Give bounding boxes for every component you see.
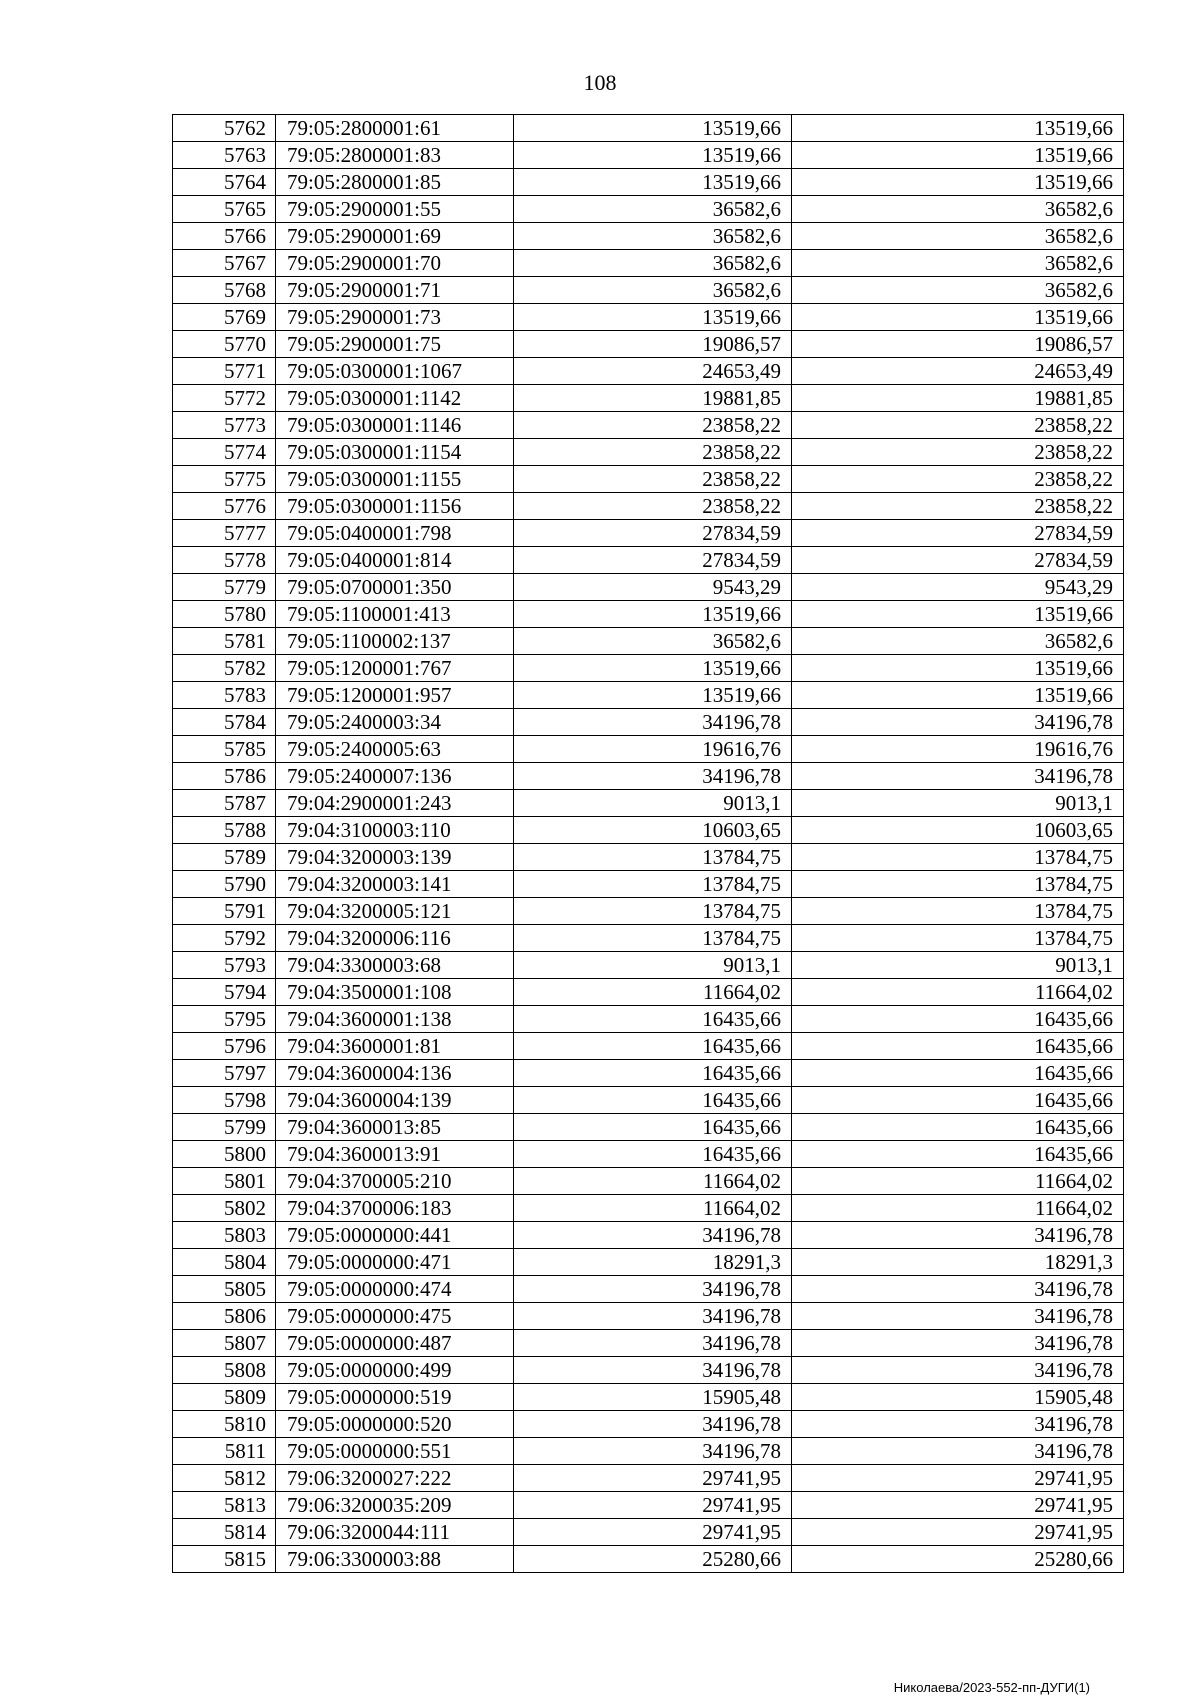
row-number-cell: 5801 [173, 1168, 276, 1195]
value-cell-final: 34196,78 [792, 1276, 1124, 1303]
row-number-cell: 5814 [173, 1519, 276, 1546]
value-cell-final: 11664,02 [792, 1195, 1124, 1222]
table-row [173, 1492, 1124, 1519]
value-cell-final: 10603,65 [792, 817, 1124, 844]
cadastral-number-cell: 79:05:2400005:63 [276, 736, 514, 763]
value-cell: 13519,66 [514, 115, 792, 142]
row-number-cell: 5800 [173, 1141, 276, 1168]
table-row [173, 1303, 1124, 1330]
value-cell: 13519,66 [514, 142, 792, 169]
value-cell: 36582,6 [514, 628, 792, 655]
value-cell: 11664,02 [514, 979, 792, 1006]
cadastral-number-cell: 79:06:3200044:111 [276, 1519, 514, 1546]
table-row [173, 1357, 1124, 1384]
cadastral-number-cell: 79:05:0000000:474 [276, 1276, 514, 1303]
row-number-cell: 5785 [173, 736, 276, 763]
table-row [173, 925, 1124, 952]
value-cell: 19086,57 [514, 331, 792, 358]
value-cell: 29741,95 [514, 1519, 792, 1546]
cadastral-number-cell: 79:05:0300001:1156 [276, 493, 514, 520]
row-number-cell: 5771 [173, 358, 276, 385]
value-cell: 13519,66 [514, 682, 792, 709]
value-cell-final: 29741,95 [792, 1465, 1124, 1492]
value-cell: 19616,76 [514, 736, 792, 763]
row-number-cell: 5792 [173, 925, 276, 952]
table-row [173, 196, 1124, 223]
value-cell-final: 16435,66 [792, 1060, 1124, 1087]
table-row [173, 304, 1124, 331]
row-number-cell: 5812 [173, 1465, 276, 1492]
cadastral-number-cell: 79:05:1100001:413 [276, 601, 514, 628]
value-cell: 34196,78 [514, 1303, 792, 1330]
cadastral-number-cell: 79:05:0000000:520 [276, 1411, 514, 1438]
cadastral-number-cell: 79:05:1200001:957 [276, 682, 514, 709]
row-number-cell: 5804 [173, 1249, 276, 1276]
cadastral-number-cell: 79:05:2900001:73 [276, 304, 514, 331]
value-cell: 11664,02 [514, 1195, 792, 1222]
value-cell-final: 15905,48 [792, 1384, 1124, 1411]
value-cell-final: 18291,3 [792, 1249, 1124, 1276]
table-row [173, 1438, 1124, 1465]
cadastral-number-cell: 79:05:0000000:499 [276, 1357, 514, 1384]
cadastral-number-cell: 79:05:2900001:75 [276, 331, 514, 358]
row-number-cell: 5795 [173, 1006, 276, 1033]
row-number-cell: 5809 [173, 1384, 276, 1411]
table-row [173, 844, 1124, 871]
value-cell: 34196,78 [514, 709, 792, 736]
row-number-cell: 5786 [173, 763, 276, 790]
cadastral-number-cell: 79:04:3600001:81 [276, 1033, 514, 1060]
table-row [173, 1546, 1124, 1573]
value-cell-final: 13784,75 [792, 844, 1124, 871]
cadastral-number-cell: 79:05:0300001:1155 [276, 466, 514, 493]
table-row [173, 1033, 1124, 1060]
value-cell: 15905,48 [514, 1384, 792, 1411]
table-row [173, 1249, 1124, 1276]
row-number-cell: 5807 [173, 1330, 276, 1357]
cadastral-number-cell: 79:05:0300001:1146 [276, 412, 514, 439]
value-cell-final: 13519,66 [792, 304, 1124, 331]
table-row [173, 493, 1124, 520]
table-row [173, 1411, 1124, 1438]
row-number-cell: 5811 [173, 1438, 276, 1465]
row-number-cell: 5799 [173, 1114, 276, 1141]
value-cell-final: 19086,57 [792, 331, 1124, 358]
cadastral-number-cell: 79:05:2800001:83 [276, 142, 514, 169]
cadastral-number-cell: 79:04:3200006:116 [276, 925, 514, 952]
cadastral-number-cell: 79:05:2900001:71 [276, 277, 514, 304]
value-cell: 34196,78 [514, 1438, 792, 1465]
table-row [173, 169, 1124, 196]
row-number-cell: 5772 [173, 385, 276, 412]
row-number-cell: 5806 [173, 1303, 276, 1330]
table-row [173, 1330, 1124, 1357]
value-cell: 9013,1 [514, 952, 792, 979]
table-row [173, 1141, 1124, 1168]
cadastral-number-cell: 79:04:3600013:91 [276, 1141, 514, 1168]
cadastral-number-cell: 79:05:0700001:350 [276, 574, 514, 601]
value-cell-final: 36582,6 [792, 196, 1124, 223]
value-cell-final: 36582,6 [792, 223, 1124, 250]
value-cell: 13784,75 [514, 898, 792, 925]
table-row [173, 1006, 1124, 1033]
value-cell: 16435,66 [514, 1114, 792, 1141]
table-row [173, 223, 1124, 250]
document-reference: Николаева/2023-552-пп-ДУГИ(1) [893, 1680, 1090, 1695]
value-cell-final: 34196,78 [792, 1222, 1124, 1249]
row-number-cell: 5813 [173, 1492, 276, 1519]
table-row [173, 1465, 1124, 1492]
row-number-cell: 5787 [173, 790, 276, 817]
row-number-cell: 5796 [173, 1033, 276, 1060]
value-cell: 23858,22 [514, 466, 792, 493]
row-number-cell: 5767 [173, 250, 276, 277]
cadastral-number-cell: 79:04:3200003:141 [276, 871, 514, 898]
row-number-cell: 5788 [173, 817, 276, 844]
row-number-cell: 5769 [173, 304, 276, 331]
table-row [173, 682, 1124, 709]
value-cell-final: 9543,29 [792, 574, 1124, 601]
value-cell-final: 34196,78 [792, 1303, 1124, 1330]
value-cell-final: 25280,66 [792, 1546, 1124, 1573]
value-cell: 16435,66 [514, 1060, 792, 1087]
table-row [173, 1195, 1124, 1222]
table-row [173, 736, 1124, 763]
table-row [173, 1519, 1124, 1546]
value-cell: 10603,65 [514, 817, 792, 844]
value-cell-final: 11664,02 [792, 1168, 1124, 1195]
value-cell-final: 13519,66 [792, 601, 1124, 628]
value-cell: 23858,22 [514, 439, 792, 466]
value-cell-final: 24653,49 [792, 358, 1124, 385]
row-number-cell: 5794 [173, 979, 276, 1006]
cadastral-number-cell: 79:04:3200003:139 [276, 844, 514, 871]
cadastral-number-cell: 79:04:3100003:110 [276, 817, 514, 844]
cadastral-number-cell: 79:04:2900001:243 [276, 790, 514, 817]
table-row [173, 547, 1124, 574]
cadastral-number-cell: 79:04:3300003:68 [276, 952, 514, 979]
cadastral-number-cell: 79:05:0300001:1142 [276, 385, 514, 412]
value-cell: 23858,22 [514, 412, 792, 439]
value-cell-final: 36582,6 [792, 628, 1124, 655]
cadastral-number-cell: 79:05:0000000:551 [276, 1438, 514, 1465]
value-cell: 16435,66 [514, 1087, 792, 1114]
cadastral-number-cell: 79:04:3600013:85 [276, 1114, 514, 1141]
row-number-cell: 5798 [173, 1087, 276, 1114]
value-cell-final: 23858,22 [792, 493, 1124, 520]
value-cell-final: 34196,78 [792, 709, 1124, 736]
table-row [173, 763, 1124, 790]
table-row [173, 979, 1124, 1006]
value-cell: 19881,85 [514, 385, 792, 412]
row-number-cell: 5776 [173, 493, 276, 520]
value-cell: 27834,59 [514, 520, 792, 547]
value-cell: 13519,66 [514, 304, 792, 331]
value-cell: 13784,75 [514, 925, 792, 952]
value-cell-final: 19881,85 [792, 385, 1124, 412]
value-cell-final: 34196,78 [792, 763, 1124, 790]
cadastral-number-cell: 79:04:3600004:136 [276, 1060, 514, 1087]
value-cell-final: 23858,22 [792, 439, 1124, 466]
value-cell-final: 27834,59 [792, 547, 1124, 574]
row-number-cell: 5778 [173, 547, 276, 574]
cadastral-number-cell: 79:05:2900001:69 [276, 223, 514, 250]
table-row [173, 385, 1124, 412]
row-number-cell: 5802 [173, 1195, 276, 1222]
value-cell-final: 16435,66 [792, 1006, 1124, 1033]
value-cell-final: 34196,78 [792, 1438, 1124, 1465]
value-cell: 18291,3 [514, 1249, 792, 1276]
value-cell-final: 23858,22 [792, 466, 1124, 493]
value-cell-final: 16435,66 [792, 1141, 1124, 1168]
row-number-cell: 5779 [173, 574, 276, 601]
table-row [173, 601, 1124, 628]
cadastral-number-cell: 79:05:0300001:1154 [276, 439, 514, 466]
row-number-cell: 5765 [173, 196, 276, 223]
value-cell: 13519,66 [514, 601, 792, 628]
row-number-cell: 5805 [173, 1276, 276, 1303]
table-row [173, 1222, 1124, 1249]
value-cell: 9013,1 [514, 790, 792, 817]
value-cell: 29741,95 [514, 1492, 792, 1519]
value-cell: 36582,6 [514, 277, 792, 304]
row-number-cell: 5789 [173, 844, 276, 871]
value-cell-final: 13519,66 [792, 655, 1124, 682]
table-body [173, 115, 1124, 1573]
value-cell: 16435,66 [514, 1006, 792, 1033]
cadastral-number-cell: 79:05:0000000:441 [276, 1222, 514, 1249]
value-cell-final: 13519,66 [792, 682, 1124, 709]
row-number-cell: 5808 [173, 1357, 276, 1384]
table-row [173, 358, 1124, 385]
cadastral-number-cell: 79:04:3600001:138 [276, 1006, 514, 1033]
value-cell-final: 27834,59 [792, 520, 1124, 547]
table-row [173, 115, 1124, 142]
cadastral-number-cell: 79:05:2800001:61 [276, 115, 514, 142]
value-cell: 13519,66 [514, 655, 792, 682]
value-cell: 13784,75 [514, 844, 792, 871]
table-row [173, 898, 1124, 925]
cadastral-number-cell: 79:04:3700005:210 [276, 1168, 514, 1195]
cadastral-number-cell: 79:05:0300001:1067 [276, 358, 514, 385]
cadastral-number-cell: 79:05:2900001:70 [276, 250, 514, 277]
row-number-cell: 5774 [173, 439, 276, 466]
cadastral-number-cell: 79:06:3300003:88 [276, 1546, 514, 1573]
cadastral-number-cell: 79:05:0000000:475 [276, 1303, 514, 1330]
value-cell-final: 16435,66 [792, 1087, 1124, 1114]
row-number-cell: 5777 [173, 520, 276, 547]
value-cell: 24653,49 [514, 358, 792, 385]
table-row [173, 1276, 1124, 1303]
value-cell-final: 16435,66 [792, 1033, 1124, 1060]
cadastral-number-cell: 79:05:1100002:137 [276, 628, 514, 655]
table-row [173, 1087, 1124, 1114]
row-number-cell: 5763 [173, 142, 276, 169]
value-cell-final: 29741,95 [792, 1492, 1124, 1519]
row-number-cell: 5790 [173, 871, 276, 898]
table-row [173, 1060, 1124, 1087]
value-cell: 9543,29 [514, 574, 792, 601]
value-cell: 34196,78 [514, 763, 792, 790]
cadastral-number-cell: 79:06:3200035:209 [276, 1492, 514, 1519]
cadastral-number-cell: 79:05:0000000:487 [276, 1330, 514, 1357]
value-cell: 36582,6 [514, 223, 792, 250]
value-cell: 11664,02 [514, 1168, 792, 1195]
table-row [173, 439, 1124, 466]
page-number: 108 [583, 70, 617, 95]
value-cell: 29741,95 [514, 1465, 792, 1492]
value-cell-final: 13784,75 [792, 925, 1124, 952]
value-cell: 36582,6 [514, 196, 792, 223]
value-cell-final: 13519,66 [792, 115, 1124, 142]
table-row [173, 142, 1124, 169]
value-cell-final: 36582,6 [792, 277, 1124, 304]
value-cell: 27834,59 [514, 547, 792, 574]
row-number-cell: 5797 [173, 1060, 276, 1087]
value-cell-final: 19616,76 [792, 736, 1124, 763]
value-cell-final: 23858,22 [792, 412, 1124, 439]
value-cell-final: 36582,6 [792, 250, 1124, 277]
table-row [173, 952, 1124, 979]
table-row [173, 628, 1124, 655]
row-number-cell: 5783 [173, 682, 276, 709]
row-number-cell: 5773 [173, 412, 276, 439]
cadastral-number-cell: 79:05:2400003:34 [276, 709, 514, 736]
value-cell: 34196,78 [514, 1222, 792, 1249]
row-number-cell: 5781 [173, 628, 276, 655]
row-number-cell: 5803 [173, 1222, 276, 1249]
table-row [173, 655, 1124, 682]
cadastral-number-cell: 79:05:0400001:814 [276, 547, 514, 574]
value-cell-final: 34196,78 [792, 1411, 1124, 1438]
value-cell: 16435,66 [514, 1141, 792, 1168]
table-row [173, 574, 1124, 601]
table-row [173, 250, 1124, 277]
row-number-cell: 5815 [173, 1546, 276, 1573]
value-cell-final: 11664,02 [792, 979, 1124, 1006]
table-row [173, 277, 1124, 304]
table-row [173, 1168, 1124, 1195]
cadastral-value-table [172, 114, 1124, 1573]
value-cell-final: 13784,75 [792, 898, 1124, 925]
cadastral-number-cell: 79:05:0000000:519 [276, 1384, 514, 1411]
cadastral-number-cell: 79:04:3500001:108 [276, 979, 514, 1006]
row-number-cell: 5766 [173, 223, 276, 250]
cadastral-number-cell: 79:06:3200027:222 [276, 1465, 514, 1492]
value-cell-final: 13519,66 [792, 169, 1124, 196]
table-row [173, 709, 1124, 736]
value-cell: 34196,78 [514, 1411, 792, 1438]
cadastral-number-cell: 79:04:3200005:121 [276, 898, 514, 925]
table-row [173, 520, 1124, 547]
row-number-cell: 5770 [173, 331, 276, 358]
cadastral-number-cell: 79:04:3600004:139 [276, 1087, 514, 1114]
value-cell-final: 13519,66 [792, 142, 1124, 169]
value-cell: 36582,6 [514, 250, 792, 277]
cadastral-number-cell: 79:05:2800001:85 [276, 169, 514, 196]
table-row [173, 466, 1124, 493]
row-number-cell: 5793 [173, 952, 276, 979]
table-row [173, 331, 1124, 358]
row-number-cell: 5780 [173, 601, 276, 628]
value-cell: 23858,22 [514, 493, 792, 520]
row-number-cell: 5768 [173, 277, 276, 304]
value-cell-final: 9013,1 [792, 790, 1124, 817]
value-cell: 13784,75 [514, 871, 792, 898]
cadastral-number-cell: 79:05:2400007:136 [276, 763, 514, 790]
value-cell: 34196,78 [514, 1330, 792, 1357]
table-row [173, 1114, 1124, 1141]
row-number-cell: 5784 [173, 709, 276, 736]
row-number-cell: 5782 [173, 655, 276, 682]
row-number-cell: 5810 [173, 1411, 276, 1438]
value-cell: 25280,66 [514, 1546, 792, 1573]
value-cell-final: 9013,1 [792, 952, 1124, 979]
value-cell: 34196,78 [514, 1357, 792, 1384]
row-number-cell: 5791 [173, 898, 276, 925]
table-row [173, 790, 1124, 817]
row-number-cell: 5762 [173, 115, 276, 142]
value-cell-final: 29741,95 [792, 1519, 1124, 1546]
cadastral-number-cell: 79:04:3700006:183 [276, 1195, 514, 1222]
table-row [173, 1384, 1124, 1411]
value-cell-final: 34196,78 [792, 1357, 1124, 1384]
value-cell-final: 34196,78 [792, 1330, 1124, 1357]
table-row [173, 412, 1124, 439]
value-cell: 16435,66 [514, 1033, 792, 1060]
cadastral-number-cell: 79:05:2900001:55 [276, 196, 514, 223]
table-row [173, 871, 1124, 898]
cadastral-number-cell: 79:05:1200001:767 [276, 655, 514, 682]
value-cell: 13519,66 [514, 169, 792, 196]
table-row [173, 817, 1124, 844]
row-number-cell: 5775 [173, 466, 276, 493]
row-number-cell: 5764 [173, 169, 276, 196]
cadastral-number-cell: 79:05:0400001:798 [276, 520, 514, 547]
cadastral-number-cell: 79:05:0000000:471 [276, 1249, 514, 1276]
value-cell: 34196,78 [514, 1276, 792, 1303]
value-cell-final: 16435,66 [792, 1114, 1124, 1141]
value-cell-final: 13784,75 [792, 871, 1124, 898]
